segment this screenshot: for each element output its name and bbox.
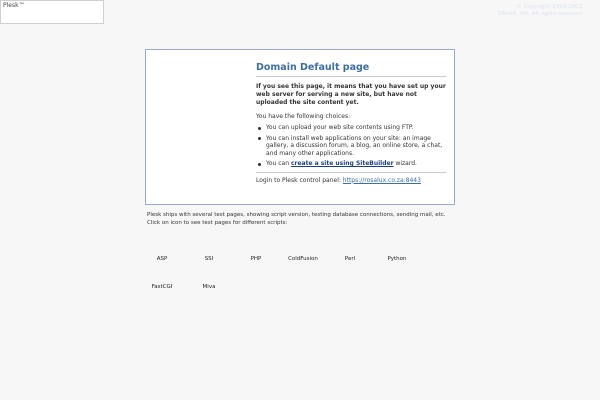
script-python[interactable]: Python bbox=[387, 256, 407, 262]
script-php[interactable]: PHP bbox=[250, 256, 262, 262]
choice-ftp: You can upload your web site contents using FTP. bbox=[264, 124, 446, 132]
login-line bbox=[256, 172, 446, 185]
choice-sitebuilder bbox=[264, 160, 446, 168]
script-perl[interactable]: Perl bbox=[344, 256, 356, 262]
sitebuilder-link[interactable]: create a site using SiteBuilder bbox=[290, 160, 394, 167]
plesk-logo[interactable] bbox=[0, 0, 104, 24]
card-illustration-area bbox=[150, 54, 250, 200]
control-panel-link[interactable]: https://rosalux.co.za:8443 bbox=[342, 176, 421, 184]
choices-heading: You have the following choices: bbox=[256, 113, 351, 120]
script-miva[interactable]: Miva bbox=[202, 284, 216, 290]
script-fastcgi[interactable]: FastCGI bbox=[151, 284, 173, 290]
wizard-prefix: You can bbox=[266, 160, 291, 167]
default-page-card bbox=[145, 49, 455, 205]
script-ssi[interactable]: SSI bbox=[204, 256, 214, 262]
choice-web-apps: You can install web applications on your site: an image gallery, a discussion forum, a blog, an online store, a chat, and many other applications. bbox=[264, 135, 446, 158]
choices-list bbox=[256, 124, 446, 168]
intro-text: If you see this page, it means that you have set up your web server for serving a new site, but have not uploaded the site content yet. bbox=[256, 83, 446, 106]
logo-text: Plesk™ bbox=[3, 2, 25, 9]
wizard-suffix: wizard. bbox=[393, 160, 417, 167]
copyright-notice bbox=[497, 4, 582, 18]
card-content bbox=[256, 62, 446, 185]
test-pages-description: Plesk ships with several test pages, showing script version, testing database connections, sending mail, etc. Click on icon to see test pages for different scripts: bbox=[147, 212, 446, 226]
page-title: Domain Default page bbox=[256, 62, 446, 77]
login-prefix: Login to Plesk control panel: bbox=[256, 176, 343, 184]
script-coldfusion[interactable]: ColdFusion bbox=[288, 256, 318, 262]
copyright-line-2: SWsoft, Inc. All rights reserved bbox=[497, 11, 582, 17]
script-asp[interactable]: ASP bbox=[156, 256, 168, 262]
copyright-line-1: © Copyright 1999-2003 bbox=[516, 4, 582, 10]
